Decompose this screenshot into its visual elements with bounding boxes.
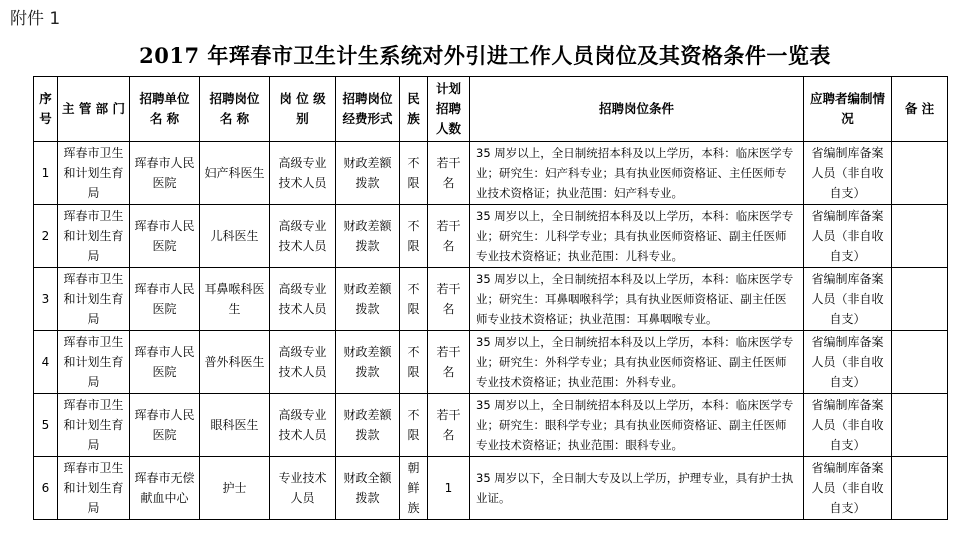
cell-remark (892, 331, 948, 394)
cell-dept: 珲春市卫生和计划生育局 (58, 331, 130, 394)
cell-funding: 财政全额拨款 (336, 457, 400, 520)
cell-remark (892, 205, 948, 268)
header-row (34, 77, 948, 142)
cell-status: 省编制库备案人员（非自收自支） (804, 457, 892, 520)
header-unit: 招聘单位 名 称 (130, 77, 200, 142)
header-seq: 序号 (34, 77, 58, 142)
cell-conditions: 35 周岁以上，全日制统招本科及以上学历，本科：临床医学专业；研究生：外科学专业；具有执业医师资格证、副主任医师专业技术资格证；执业范围：外科专业。 (470, 331, 804, 394)
cell-level: 专业技术人员 (270, 457, 336, 520)
cell-level: 高级专业技术人员 (270, 268, 336, 331)
header-count: 计划招聘人数 (428, 77, 470, 142)
cell-funding: 财政差额拨款 (336, 394, 400, 457)
cell-level: 高级专业技术人员 (270, 394, 336, 457)
cell-conditions: 35 周岁以下，全日制大专及以上学历，护理专业，具有护士执业证。 (470, 457, 804, 520)
cell-seq: 4 (34, 331, 58, 394)
cell-seq: 2 (34, 205, 58, 268)
cell-dept: 珲春市卫生和计划生育局 (58, 142, 130, 205)
header-status: 应聘者编制情况 (804, 77, 892, 142)
header-funding: 招聘岗位经费形式 (336, 77, 400, 142)
cell-funding: 财政差额拨款 (336, 142, 400, 205)
cell-remark (892, 268, 948, 331)
table-row (34, 331, 948, 394)
cell-seq: 3 (34, 268, 58, 331)
table-row (34, 457, 948, 520)
cell-level: 高级专业技术人员 (270, 331, 336, 394)
cell-unit: 珲春市人民医院 (130, 142, 200, 205)
cell-funding: 财政差额拨款 (336, 205, 400, 268)
cell-level: 高级专业技术人员 (270, 205, 336, 268)
cell-conditions: 35 周岁以上，全日制统招本科及以上学历，本科：临床医学专业；研究生：儿科学专业；具有执业医师资格证、副主任医师专业技术资格证；执业范围：儿科专业。 (470, 205, 804, 268)
cell-unit: 珲春市人民医院 (130, 268, 200, 331)
cell-ethnicity: 朝鲜族 (400, 457, 428, 520)
cell-post: 儿科医生 (200, 205, 270, 268)
table-row (34, 205, 948, 268)
cell-post: 护士 (200, 457, 270, 520)
cell-seq: 1 (34, 142, 58, 205)
cell-funding: 财政差额拨款 (336, 331, 400, 394)
cell-post: 普外科医生 (200, 331, 270, 394)
cell-status: 省编制库备案人员（非自收自支） (804, 268, 892, 331)
cell-ethnicity: 不限 (400, 142, 428, 205)
header-post: 招聘岗位 名 称 (200, 77, 270, 142)
cell-ethnicity: 不限 (400, 205, 428, 268)
table-row (34, 268, 948, 331)
cell-conditions: 35 周岁以上，全日制统招本科及以上学历，本科：临床医学专业；研究生：妇产科专业；具有执业医师资格证、主任医师专业技术资格证；执业范围：妇产科专业。 (470, 142, 804, 205)
header-ethnicity: 民族 (400, 77, 428, 142)
cell-seq: 5 (34, 394, 58, 457)
cell-conditions: 35 周岁以上，全日制统招本科及以上学历，本科：临床医学专业；研究生：耳鼻咽喉科学；具有执业医师资格证、副主任医师专业技术资格证；执业范围：耳鼻咽喉专业。 (470, 268, 804, 331)
cell-post: 眼科医生 (200, 394, 270, 457)
cell-ethnicity: 不限 (400, 268, 428, 331)
cell-post: 耳鼻喉科医生 (200, 268, 270, 331)
cell-count: 若干名 (428, 268, 470, 331)
cell-post: 妇产科医生 (200, 142, 270, 205)
cell-remark (892, 457, 948, 520)
cell-count: 若干名 (428, 331, 470, 394)
cell-count: 若干名 (428, 394, 470, 457)
cell-conditions: 35 周岁以上，全日制统招本科及以上学历，本科：临床医学专业；研究生：眼科学专业；具有执业医师资格证、副主任医师专业技术资格证；执业范围：眼科专业。 (470, 394, 804, 457)
cell-status: 省编制库备案人员（非自收自支） (804, 142, 892, 205)
table-row (34, 394, 948, 457)
cell-status: 省编制库备案人员（非自收自支） (804, 331, 892, 394)
cell-count: 若干名 (428, 142, 470, 205)
cell-dept: 珲春市卫生和计划生育局 (58, 457, 130, 520)
cell-count: 1 (428, 457, 470, 520)
cell-level: 高级专业技术人员 (270, 142, 336, 205)
header-conditions: 招聘岗位条件 (470, 77, 804, 142)
cell-unit: 珲春市人民医院 (130, 394, 200, 457)
cell-count: 若干名 (428, 205, 470, 268)
header-dept: 主 管 部 门 (58, 77, 130, 142)
cell-remark (892, 142, 948, 205)
attachment-label: 附件 1 (10, 9, 61, 29)
cell-unit: 珲春市人民医院 (130, 331, 200, 394)
positions-table (33, 76, 948, 520)
cell-dept: 珲春市卫生和计划生育局 (58, 205, 130, 268)
header-level: 岗 位 级 别 (270, 77, 336, 142)
cell-dept: 珲春市卫生和计划生育局 (58, 394, 130, 457)
cell-unit: 珲春市无偿献血中心 (130, 457, 200, 520)
cell-funding: 财政差额拨款 (336, 268, 400, 331)
cell-ethnicity: 不限 (400, 394, 428, 457)
cell-dept: 珲春市卫生和计划生育局 (58, 268, 130, 331)
page-title: 2017 年珲春市卫生计生系统对外引进工作人员岗位及其资格条件一览表 (139, 43, 831, 68)
cell-status: 省编制库备案人员（非自收自支） (804, 394, 892, 457)
cell-unit: 珲春市人民医院 (130, 205, 200, 268)
cell-seq: 6 (34, 457, 58, 520)
cell-ethnicity: 不限 (400, 331, 428, 394)
cell-remark (892, 394, 948, 457)
cell-status: 省编制库备案人员（非自收自支） (804, 205, 892, 268)
table-row (34, 142, 948, 205)
header-remark: 备 注 (892, 77, 948, 142)
